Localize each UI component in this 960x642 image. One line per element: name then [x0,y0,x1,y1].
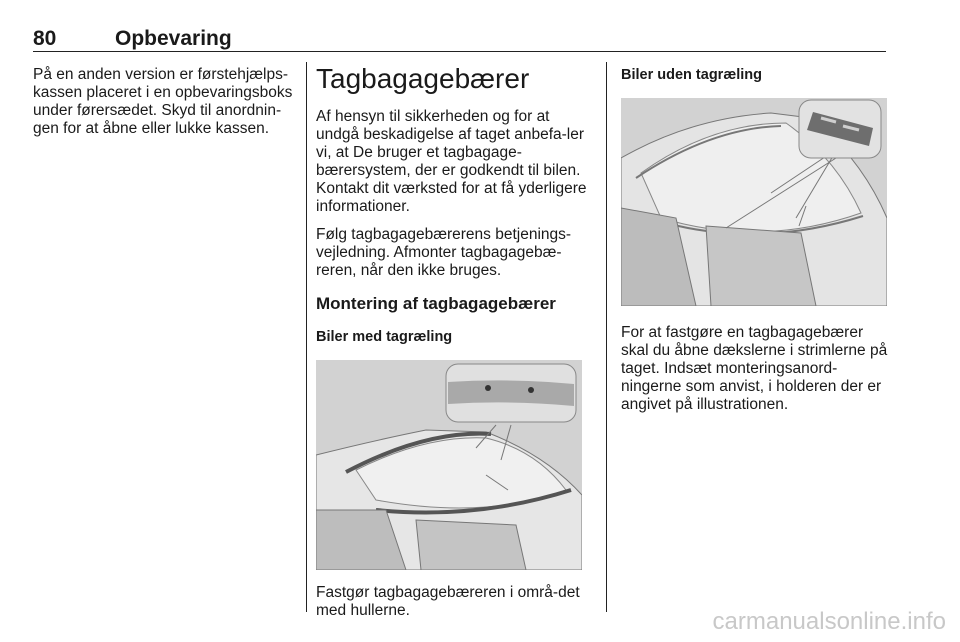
with-rails-caption: Fastgør tagbagagebæreren i områ-det med hullerne. [316,584,580,619]
column-divider-1 [306,62,307,612]
with-rails-heading: Biler med tagræling [316,329,453,345]
first-aid-paragraph: På en anden version er førstehjælps-kassen placeret i en opbevaringsboks under førersædet. Skyd til anordnin-gen for at åbne eller lukke kassen. [33,66,293,137]
page-header [33,27,886,51]
column-1 [33,66,301,148]
column-2 [316,63,594,630]
safety-paragraph: Af hensyn til sikkerheden og for at undgå beskadigelse af taget anbefa-ler vi, at De bruger et tagbagage-bærersystem, der er godkendt til bilen. Kontakt dit værksted for at få yderligere informationer. [316,108,587,215]
page-number: 80 [33,27,57,50]
without-rails-heading: Biler uden tagræling [621,67,762,83]
instructions-paragraph: Følg tagbagagebærerens betjenings-vejledning. Afmonter tagbagagebæ-reren, når den ikke bruges. [316,226,572,279]
header-rule [33,51,886,52]
watermark: carmanualsonline.info [712,608,946,635]
car-with-rails-illustration [316,360,582,570]
mounting-subheading: Montering af tagbagagebærer [316,294,556,313]
car-without-rails-illustration [621,98,887,306]
column-3 [621,66,889,424]
roof-rack-title: Tagbagagebærer [316,63,530,94]
section-title: Opbevaring [115,27,232,50]
column-divider-2 [606,62,607,612]
without-rails-caption: For at fastgøre en tagbagagebærer skal du åbne dækslerne i strimlerne på taget. Indsæt monteringsanord-ningerne som anvist, i holderen der er angivet på illustrationen. [621,324,888,413]
